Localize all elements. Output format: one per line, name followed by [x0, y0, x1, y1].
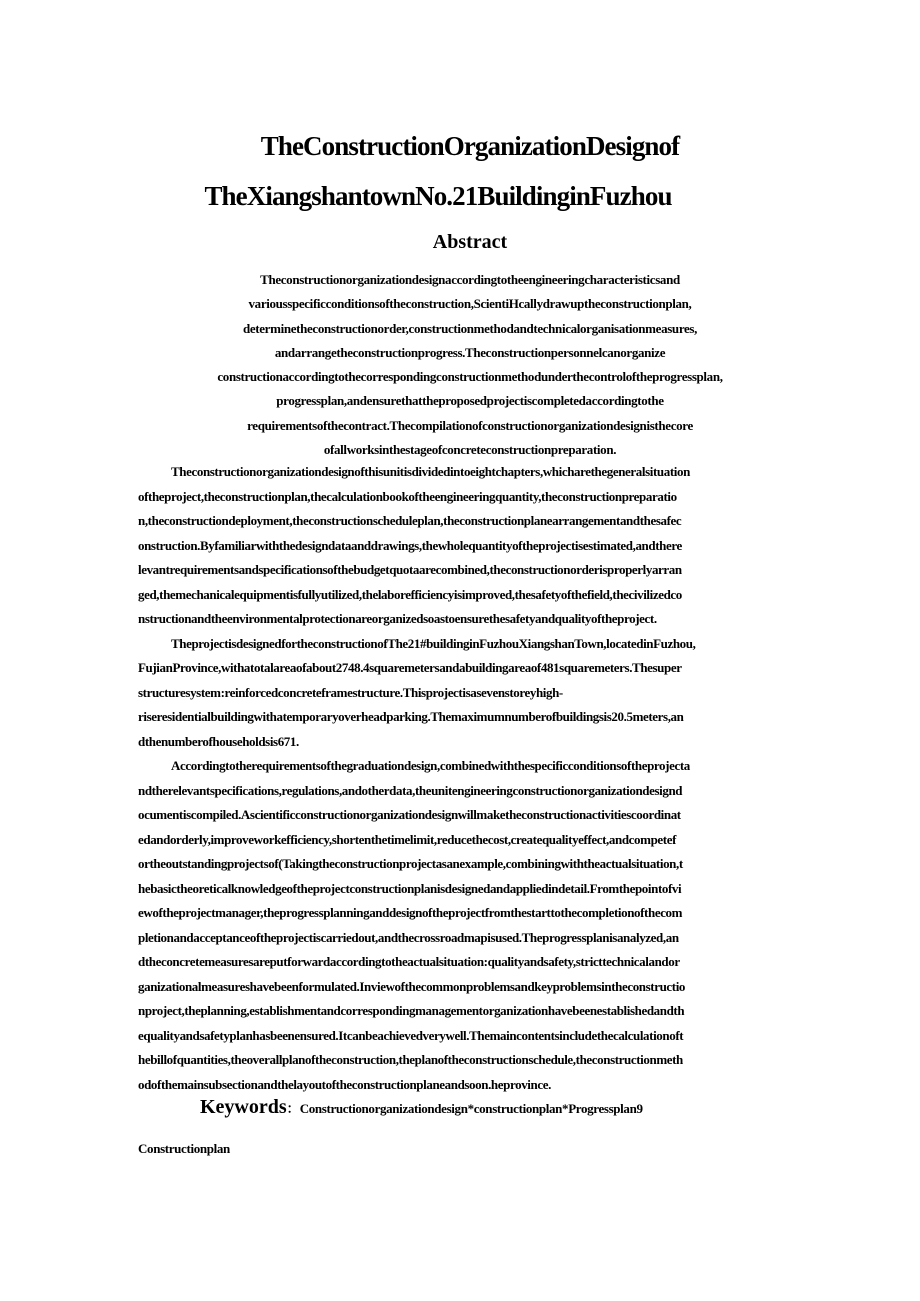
abstract-heading: Abstract: [432, 231, 508, 253]
keywords-label: Keywords: [200, 1096, 287, 1118]
paragraph-3-line: edandorderly,improveworkefficiency,shortenthetimelimit,reducethecost,createqualityeffect,andcompetef: [138, 831, 676, 847]
paragraph-1-line: oftheproject,theconstructionplan,thecalculationbookoftheengineeringquantity,theconstructionpreparatio: [138, 488, 677, 504]
abstract-line: Theconstructionorganizationdesignaccordingtotheengineeringcharacteristicsand: [260, 272, 680, 287]
keywords-continuation: Constructionplan: [138, 1141, 230, 1156]
paragraph-2-line: TheprojectisdesignedfortheconstructionofThe21#buildinginFuzhouXiangshanTown,locatedinFuzhou,: [171, 635, 696, 651]
abstract-line: andarrangetheconstructionprogress.Theconstructionpersonnelcanorganize: [274, 344, 666, 360]
abstract-body: [138, 460, 838, 1097]
paragraph-3-line: ganizationalmeasureshavebeenformulated.Inviewofthecommonproblemsandkeyproblemsintheconstructio: [138, 978, 686, 994]
paragraph-3-line: ndtherelevantspecifications,regulations,andotherdata,theunitengineeringconstructionorganizationdesignd: [138, 782, 683, 798]
paragraph-1-line: ged,themechanicalequipmentisfullyutilized,thelaborefficiencyisimproved,thesafetyofthefield,thecivilizedco: [138, 586, 682, 602]
abstract-line: requirementsofthecontract.Thecompilationofconstructionorganizationdesignisthecore: [247, 417, 693, 433]
paragraph-3-line: pletionandacceptanceoftheprojectiscarriedout,andthecrossroadmapisused.Theprogressplanisanalyzed,an: [138, 929, 679, 945]
abstract-line: constructionaccordingtothecorrespondingconstructionmethodunderthecontroloftheprogressplan,: [217, 369, 723, 385]
paragraph-3-line: hebillofquantities,theoverallplanoftheconstruction,theplanoftheconstructionschedule,theconstructionmeth: [138, 1052, 683, 1067]
paragraph-3-line: ocumentiscompiled.Ascientificconstructionorganizationdesignwillmaketheconstructionactivitiescoordinat: [138, 807, 681, 822]
paragraph-3-line: equalityandsafetyplanhasbeenensured.Itcanbeachievedverywell.Themaincontentsincludethecalculationoft: [138, 1027, 684, 1043]
paragraph-1-line: nstructionandtheenvironmentalprotectionareorganizedsoastoensurethesafetyandqualityoftheproject.: [138, 611, 657, 626]
paragraph-3-line: hebasictheoreticalknowledgeoftheprojectconstructionplanisdesignedandappliedindetail.Fromthepointofvi: [138, 880, 682, 896]
abstract-line: determinetheconstructionorder,constructionmethodandtechnicalorganisationmeasures,: [242, 320, 698, 336]
paragraph-2-line: FujianProvince,withatotalareaofabout2748.4squaremetersandabuildingareaof481squaremeters.Thesuper: [138, 660, 682, 675]
paragraph-3-line: ewoftheprojectmanager,theprogressplanninganddesignoftheprojectfromthestarttothecompletionofthecom: [138, 905, 683, 920]
keywords-text: Constructionorganizationdesign*constructionplan*Progressplan9: [299, 1101, 643, 1116]
paragraph-3-line: nproject,theplanning,establishmentandcorrespondingmanagementorganizationhavebeenestablishedandth: [138, 1003, 685, 1018]
keywords-separator: ：: [286, 1101, 300, 1116]
paragraph-1-line: onstruction.Byfamiliarwiththedesigndataanddrawings,thewholequantityoftheprojectisestimated,andthere: [138, 537, 682, 553]
abstract-line: progressplan,andensurethattheproposedprojectiscompletedaccordingtothe: [276, 393, 664, 409]
paragraph-1-line: Theconstructionorganizationdesignofthisunitisdividedintoeightchapters,whicharethegeneralsituation: [171, 464, 690, 479]
title-line-2: TheXiangshantownNo.21BuildinginFuzhou: [204, 181, 672, 211]
abstract-line: ofallworksinthestageofconcreteconstructionpreparation.: [323, 442, 617, 458]
paragraph-2-line: riseresidentialbuildingwithatemporaryoverheadparking.Themaximumnumberofbuildingsis20.5meters,an: [138, 709, 684, 724]
title-line-1: TheConstructionOrganizationDesignof: [260, 131, 680, 161]
paragraph-1-line: n,theconstructiondeployment,theconstructionscheduleplan,theconstructionplanearrangementandthesafec: [138, 513, 682, 528]
abstract-centered-block: [170, 268, 770, 462]
abstract-line: variousspecificconditionsoftheconstruction,ScientiHcallydrawuptheconstructionplan,: [248, 296, 692, 312]
paragraph-3-line: odofthemainsubsectionandthelayoutoftheconstructionplaneandsoon.heprovince.: [138, 1076, 551, 1092]
paragraph-3-line: Accordingtotherequirementsofthegraduationdesign,combinedwiththespecificconditionsoftheprojecta: [171, 758, 690, 773]
paragraph-1-line: levantrequirementsandspecificationsofthebudgetquotaarecombined,theconstructionorderisproperlyarran: [138, 562, 682, 577]
paragraph-2-line: dthenumberofhouseholdsis671.: [138, 733, 299, 749]
paragraph-3-line: dtheconcretemeasuresareputforwardaccordingtotheactualsituation:qualityandsafety,stricttechnicalandor: [138, 954, 680, 969]
paragraph-2-line: structuresystem:reinforcedconcreteframestructure.Thisprojectisasevenstoreyhigh-: [138, 684, 563, 700]
paragraph-3-line: ortheoutstandingprojectsof(Takingtheconstructionprojectasanexample,combiningwiththeactualsituation,t: [138, 856, 683, 871]
keywords-line: [200, 1096, 643, 1119]
